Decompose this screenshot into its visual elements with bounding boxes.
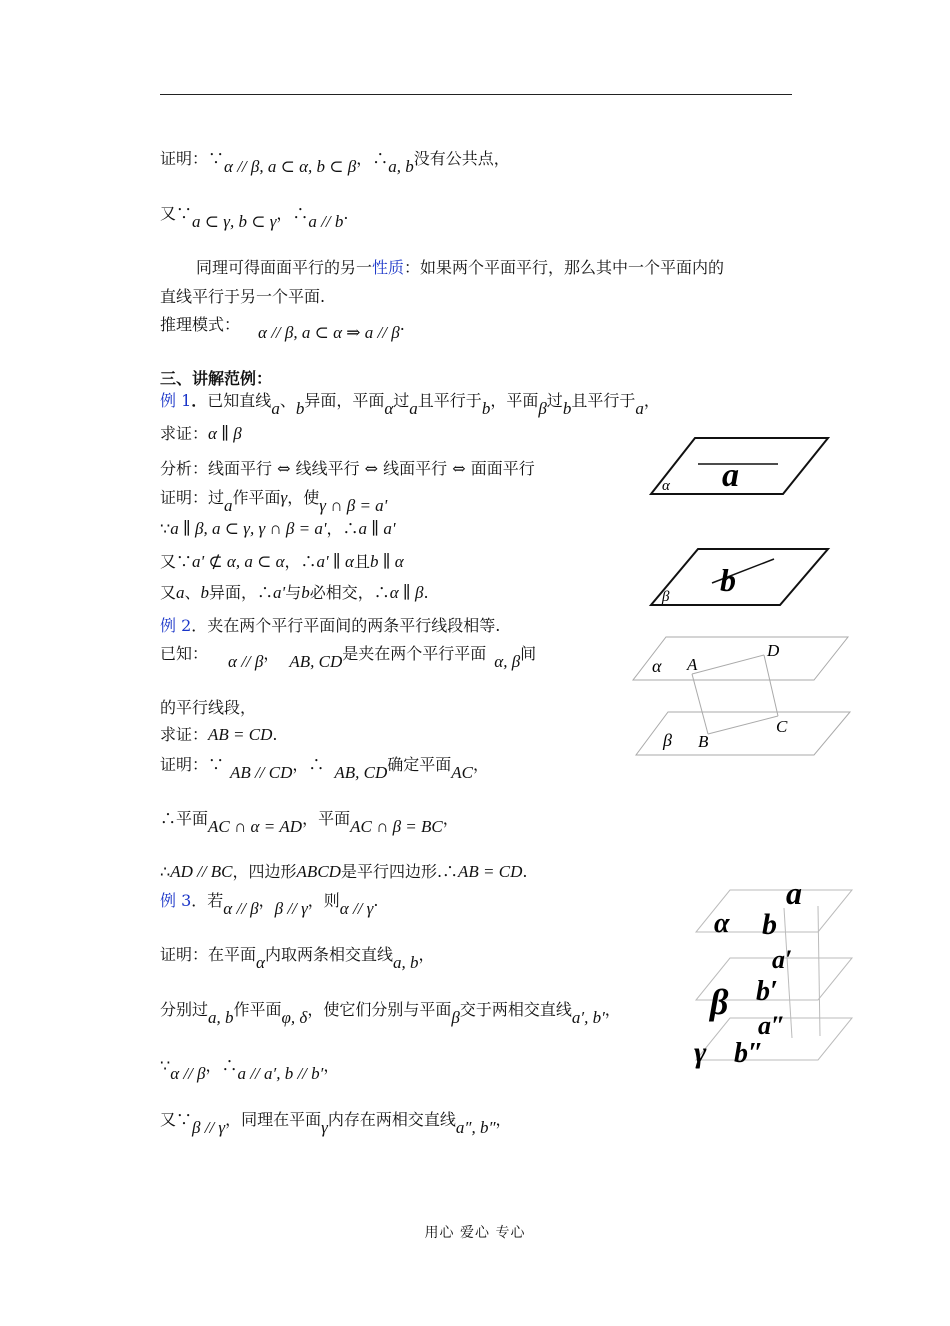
formula: AC	[451, 763, 474, 782]
example-label: 例 1	[160, 391, 192, 410]
text: 且平行于	[571, 391, 636, 410]
text: ，同理在平面	[225, 1110, 322, 1129]
formula: a	[409, 399, 418, 418]
proof-line-1	[160, 146, 510, 176]
text: 推理模式：	[160, 315, 241, 334]
formula: a	[176, 583, 185, 602]
text: .	[522, 862, 528, 881]
text: 证明：∵	[160, 755, 225, 774]
example1-proof-4	[160, 580, 429, 603]
plane-alpha-figure	[650, 436, 830, 496]
example2-prove	[160, 722, 277, 745]
text: 过	[393, 391, 410, 410]
text: 作平面	[233, 1000, 282, 1019]
point-B-label: B	[698, 732, 709, 751]
formula: AB = CD	[458, 862, 523, 881]
text: 证明：在平面	[160, 945, 257, 964]
inference-mode	[160, 312, 405, 342]
parallel-segments-figure	[630, 634, 852, 760]
text: 同理可得面面平行的另一	[196, 258, 373, 277]
text: ，使	[287, 488, 320, 507]
text: 与	[285, 583, 302, 602]
text: ，∴	[284, 552, 317, 571]
plane-delta-edge	[818, 906, 820, 1036]
point-D-label: D	[767, 641, 780, 660]
formula: b	[301, 583, 310, 602]
text: ，∴	[276, 204, 309, 223]
property-line-2: 直线平行于另一个平面.	[160, 287, 326, 306]
text: ，则	[307, 891, 340, 910]
formula: a	[271, 399, 280, 418]
example1-statement	[160, 388, 660, 418]
text: ．	[191, 391, 208, 410]
text: .	[343, 204, 349, 223]
formula: a	[224, 496, 233, 515]
line-label: b	[720, 562, 736, 598]
formula: b	[562, 399, 572, 418]
example2-statement	[160, 613, 500, 636]
example2-proof-1	[160, 752, 490, 782]
text: ：如果两个平面平行，那么其中一个平面内的	[404, 258, 725, 277]
text: .	[272, 725, 278, 744]
formula: a, b	[388, 157, 414, 176]
example2-proof-3	[160, 859, 527, 882]
text: 是夹在两个平行平面	[342, 644, 487, 663]
segment-AD	[692, 655, 764, 674]
text: 内存在两相交直线	[327, 1110, 456, 1129]
text: 内取两条相交直线	[264, 945, 393, 964]
formula: a' ⊄ α, a ⊂ α	[192, 552, 285, 571]
formula: α, β	[494, 652, 521, 671]
text: 是平行四边形.∴	[340, 862, 459, 881]
plane-beta-label: β	[663, 730, 672, 750]
plane-alpha	[633, 637, 848, 680]
formula: a	[635, 399, 644, 418]
formula: AB = CD	[208, 725, 273, 744]
text: 又	[160, 583, 177, 602]
text: ，∴	[205, 1056, 238, 1075]
text: 且	[353, 552, 370, 571]
text: ，四边形	[232, 862, 297, 881]
formula: γ	[280, 488, 288, 507]
text: ，平面	[302, 809, 351, 828]
example3-proof-2	[160, 997, 621, 1027]
text: 又∵	[160, 1110, 193, 1129]
text: 交于两相交直线	[459, 1000, 572, 1019]
proof-line-2	[160, 201, 349, 231]
segment-DC	[764, 655, 778, 716]
formula: β	[538, 399, 547, 418]
example1-proof-1	[160, 485, 388, 515]
segment-BC	[708, 716, 778, 734]
plane-label: α	[662, 478, 670, 494]
text: 证明：过	[160, 488, 225, 507]
plane-beta-label: β	[710, 982, 729, 1022]
formula: AD // BC	[170, 862, 233, 881]
formula: a ∥ β, a ⊂ γ, γ ∩ β = a'	[170, 519, 327, 538]
formula: ABCD	[296, 862, 341, 881]
formula: α // β, a ⊂ α, b ⊂ β	[224, 157, 357, 176]
plane-beta-figure	[650, 547, 830, 609]
text: .	[423, 583, 429, 602]
text: 已知：	[160, 644, 209, 663]
text: ，∴	[292, 755, 325, 774]
text: 间	[520, 644, 537, 663]
text: ∴平面	[160, 809, 209, 828]
plane-label: β	[662, 589, 670, 605]
formula: β // γ	[274, 899, 308, 918]
text: 且平行于	[417, 391, 482, 410]
formula: a ∥ a'	[358, 519, 396, 538]
formula: a′, b′	[571, 1008, 605, 1027]
line-b-prime-label: b′	[756, 976, 778, 1007]
text: 已知直线	[207, 391, 272, 410]
formula: AB, CD	[334, 763, 388, 782]
example1-proof-2	[160, 516, 396, 539]
text: 求证：	[160, 424, 209, 443]
text: 、	[184, 583, 201, 602]
example1-prove	[160, 421, 242, 444]
plane-alpha-label: α	[714, 908, 730, 939]
text: ，	[258, 891, 275, 910]
text: 没有公共点，	[413, 149, 510, 168]
plane-alpha-label: α	[652, 656, 662, 676]
example-label: 例 3	[160, 891, 192, 910]
text: 异面，平面	[304, 391, 385, 410]
point-A-label: A	[687, 655, 698, 674]
formula: b	[295, 399, 305, 418]
formula: γ	[321, 1118, 328, 1137]
text: 分别过	[160, 1000, 209, 1019]
example1-analysis: 分析：线面平行 ⇔ 线线平行 ⇔ 线面平行 ⇔ 面面平行	[160, 459, 535, 478]
formula: a' ∥ α	[316, 552, 354, 571]
page-footer: 用心 爱心 专心	[424, 1225, 526, 1241]
text: ∴	[160, 862, 171, 881]
formula: α ∥ β	[208, 424, 242, 443]
example3-proof-3	[160, 1053, 340, 1083]
line-b-label: b	[762, 908, 777, 941]
formula: α // β	[170, 1064, 206, 1083]
formula: α // β	[228, 652, 264, 671]
formula: a'	[273, 583, 286, 602]
formula: β	[451, 1008, 460, 1027]
segment-AB	[692, 674, 708, 734]
text: ，使它们分别与平面	[307, 1000, 452, 1019]
example3-statement	[160, 888, 379, 918]
line-b-double-prime-label: b″	[734, 1038, 764, 1069]
text: ，	[495, 1110, 512, 1129]
formula: a // a′, b // b′	[237, 1064, 324, 1083]
formula: AC ∩ β = BC	[350, 817, 443, 836]
formula: AC ∩ α = AD	[208, 817, 303, 836]
formula: a″, b″	[455, 1118, 496, 1137]
text: 异面，∴	[209, 583, 274, 602]
formula: AB // CD	[230, 763, 293, 782]
text: 确定平面	[387, 755, 452, 774]
text: ，	[473, 755, 490, 774]
formula: φ, δ	[281, 1008, 308, 1027]
text: 又∵	[160, 204, 193, 223]
plane-outline	[651, 549, 828, 605]
text: ，	[442, 809, 459, 828]
example3-proof-1	[160, 942, 435, 972]
text: ．夹在两个平行平面间的两条平行线段相等.	[191, 616, 501, 635]
property-link[interactable]: 性质	[372, 258, 405, 277]
example-label: 例 2	[160, 616, 192, 635]
text: 求证：	[160, 725, 209, 744]
text: ，	[604, 1000, 621, 1019]
text: 又∵	[160, 552, 193, 571]
formula: α // β, a ⊂ α ⇒ a // β	[258, 323, 400, 342]
formula: b ∥ α	[369, 552, 404, 571]
formula: α // γ	[339, 899, 374, 918]
text: ，	[323, 1056, 340, 1075]
formula: AB, CD	[289, 652, 343, 671]
property-line-1	[196, 255, 724, 278]
formula: a ⊂ γ, b ⊂ γ	[192, 212, 277, 231]
example2-proof-2	[160, 806, 459, 836]
text: 证明：∵	[160, 149, 225, 168]
line-a-prime-label: a′	[772, 945, 793, 974]
formula: α ∥ β	[389, 583, 424, 602]
text: ∵	[160, 519, 171, 538]
formula: a // b	[308, 212, 344, 231]
text: ，	[418, 945, 435, 964]
formula: α	[256, 953, 265, 972]
text: ，	[643, 391, 660, 410]
text: ，∴	[326, 519, 359, 538]
line-a-double-prime-label: a″	[758, 1011, 786, 1040]
text: 过	[546, 391, 563, 410]
header-rule	[160, 94, 792, 95]
example3-proof-4	[160, 1107, 512, 1137]
example2-known-2: 的平行线段，	[160, 698, 257, 717]
formula: b	[200, 583, 210, 602]
text: ，∴	[356, 149, 389, 168]
text: ∵	[160, 1056, 171, 1075]
text: 必相交，∴	[309, 583, 390, 602]
line-a-label: a	[786, 875, 802, 911]
text: ．若	[191, 891, 224, 910]
formula: β // γ	[192, 1118, 226, 1137]
text: .	[399, 315, 405, 334]
text: .	[373, 891, 379, 910]
line-label: a	[722, 457, 739, 494]
text: ，平面	[490, 391, 539, 410]
formula: a, b	[208, 1008, 234, 1027]
plane-gamma-label: γ	[694, 1036, 707, 1069]
example1-proof-3	[160, 549, 404, 572]
text: 、	[279, 391, 296, 410]
point-C-label: C	[776, 717, 788, 736]
formula: γ ∩ β = a'	[319, 496, 388, 515]
three-planes-figure	[692, 875, 854, 1072]
section-title: 三、讲解范例：	[160, 369, 273, 388]
plane-outline	[651, 438, 828, 494]
formula: α	[384, 399, 394, 418]
formula: α // β	[223, 899, 259, 918]
formula: a, b	[392, 953, 419, 972]
text: 作平面	[232, 488, 281, 507]
text: ，	[263, 644, 280, 663]
example2-known	[160, 641, 537, 671]
formula: b	[481, 399, 491, 418]
